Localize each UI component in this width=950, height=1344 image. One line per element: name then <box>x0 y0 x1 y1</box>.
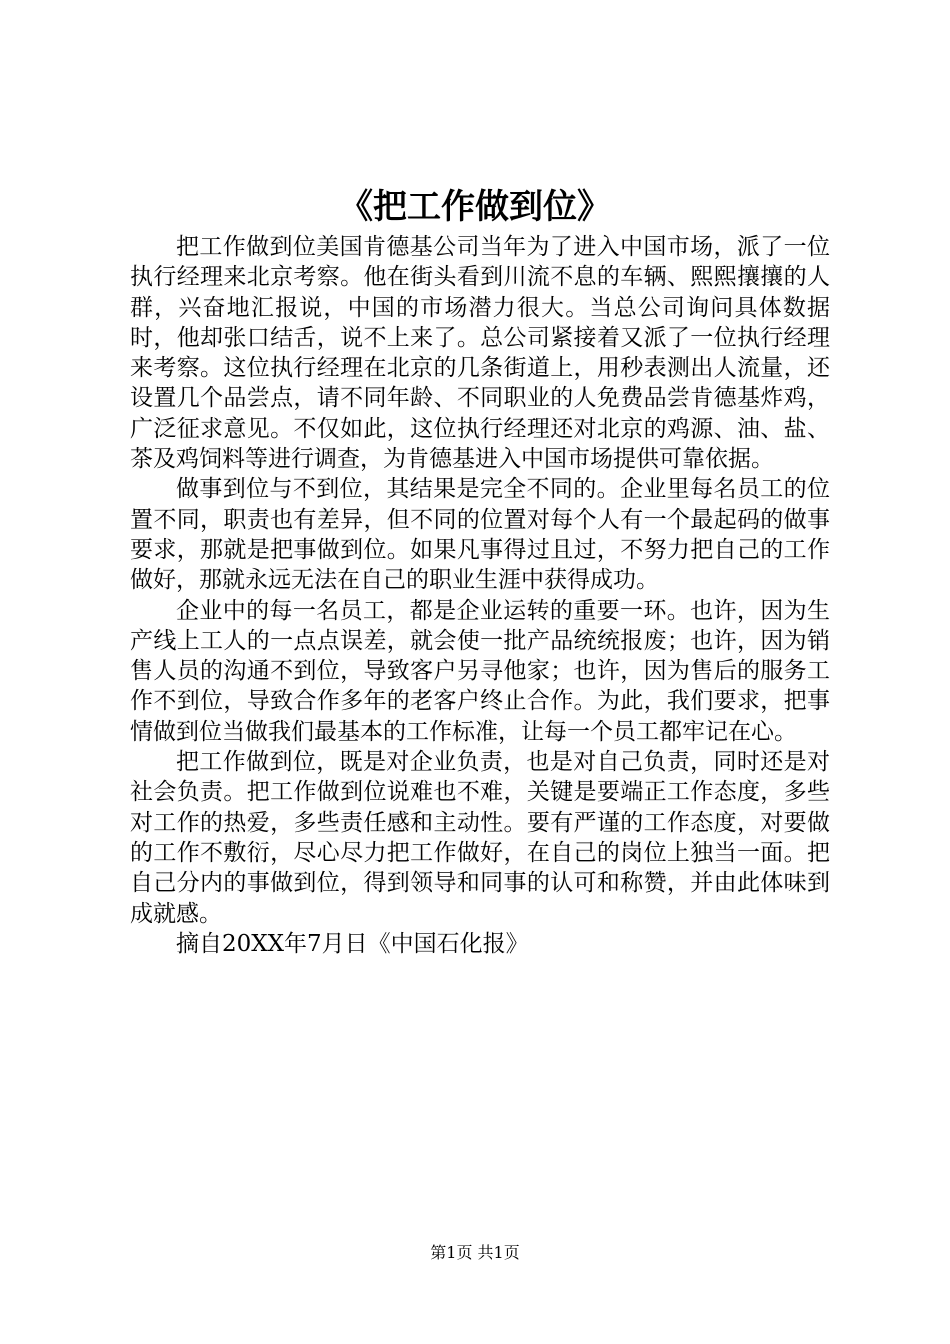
paragraph-2: 做事到位与不到位，其结果是完全不同的。企业里每名员工的位置不同，职责也有差异，但不同的位置对每个人有一个最起码的做事要求，那就是把事做到位。如果凡事得过且过，不努力把自己的工作做好，那就永远无法在自己的职业生涯中获得成功。 <box>130 476 830 594</box>
paragraph-4: 把工作做到位，既是对企业负责，也是对自己负责，同时还是对社会负责。把工作做到位说难也不难，关键是要端正工作态度，多些对工作的热爱，多些责任感和主动性。要有严谨的工作态度，对要做的工作不敷衍，尽心尽力把工作做好，在自己的岗位上独当一面。把自己分内的事做到位，得到领导和同事的认可和称赞，并由此体味到成就感。 <box>130 749 830 927</box>
paragraph-3: 企业中的每一名员工，都是企业运转的重要一环。也许，因为生产线上工人的一点点误差，就会使一批产品统统报废；也许，因为销售人员的沟通不到位，导致客户另寻他家；也许，因为售后的服务工作不到位，导致合作多年的老客户终止合作。为此，我们要求，把事情做到位当做我们最基本的工作标准，让每一个员工都牢记在心。 <box>130 597 830 745</box>
paragraph-1: 把工作做到位美国肯德基公司当年为了进入中国市场，派了一位执行经理来北京考察。他在街头看到川流不息的车辆、熙熙攘攘的人群，兴奋地汇报说，中国的市场潜力很大。当总公司询问具体数据时，他却张口结舌，说不上来了。总公司紧接着又派了一位执行经理来考察。这位执行经理在北京的几条街道上，用秒表测出人流量，还设置几个品尝点，请不同年龄、不同职业的人免费品尝肯德基炸鸡，广泛征求意见。不仅如此，这位执行经理还对北京的鸡源、油、盐、茶及鸡饲料等进行调查，为肯德基进入中国市场提供可靠依据。 <box>130 234 830 473</box>
document-title: 《把工作做到位》 <box>339 187 611 227</box>
page-footer: 第1页 共1页 <box>430 1243 520 1262</box>
source-citation: 摘自20XX年7月日《中国石化报》 <box>176 930 529 957</box>
document-body <box>130 232 830 959</box>
